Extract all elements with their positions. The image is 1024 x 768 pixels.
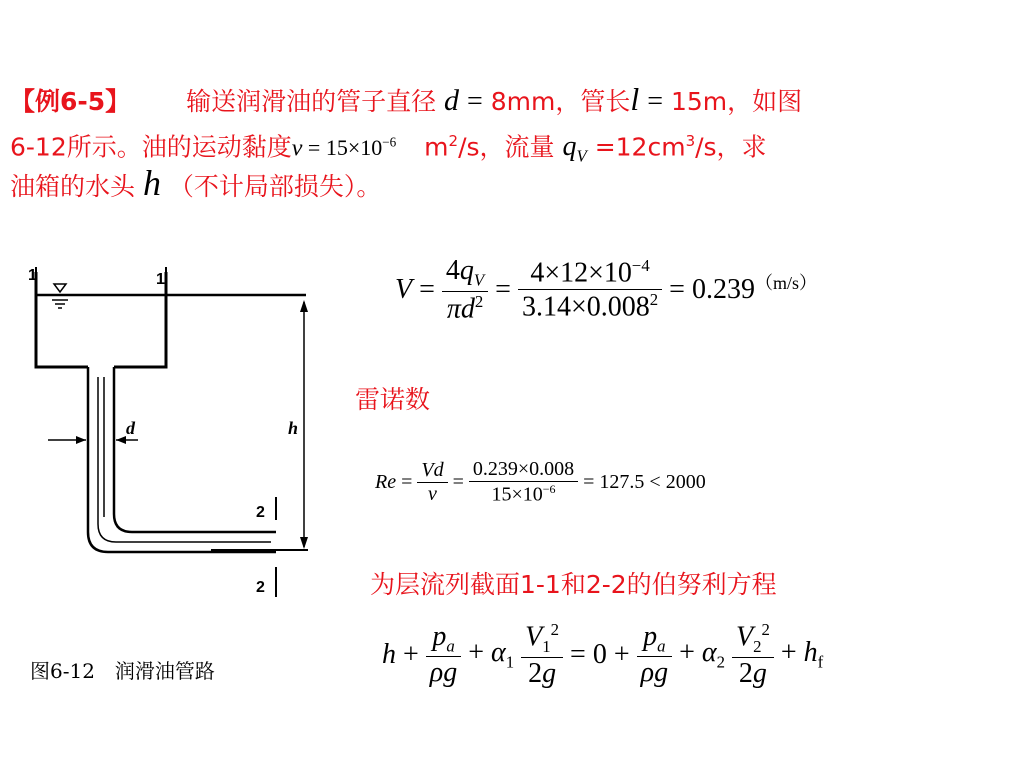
section-1-left-label: 1 <box>28 267 37 284</box>
problem-text: 8mm，管长 <box>490 87 631 116</box>
superscript: 3 <box>685 132 696 150</box>
problem-text: /s，求 <box>695 132 767 162</box>
problem-text: 输送润滑油的管子直径 <box>186 87 437 116</box>
section-2-lower-label: 2 <box>256 579 265 596</box>
problem-text: （不计局部损失）。 <box>168 172 382 201</box>
section-2-upper-label: 2 <box>256 504 265 521</box>
problem-text: 15m，如图 <box>670 87 803 116</box>
figure-caption: 图6-12 润滑油管路 <box>30 659 215 683</box>
problem-text: =12cm <box>594 132 686 162</box>
section-1-right-label: 1 <box>156 271 165 288</box>
bernoulli-equation: h + $\frac{p_a}{\rho g}$ + $\alpha_1$ $\frac{V_1^2}{2g}$ = 0 + $\frac{p_a}{\rho g}$ + $\alpha_2$ $\frac{V_2^2}{2g}$ + $h_f$ <box>382 620 824 689</box>
problem-statement <box>10 78 1015 204</box>
problem-text: 油箱的水头 <box>10 172 136 201</box>
bernoulli-heading: 为层流列截面1-1和2-2的伯努利方程 <box>370 570 777 599</box>
problem-text: /s，流量 <box>458 132 555 162</box>
problem-line-3: 油箱的水头 h （不计局部损失）。 <box>10 163 382 203</box>
problem-line-2: 6-12所示。油的运动黏度$\nu = 15\times 10^{-6}$ $m^2/s$，流量 $q_V =12cm^3/s$，求 <box>10 131 767 166</box>
problem-line-1: 【例6-5】 输送润滑油的管子直径 d = 8mm，管长l = 15m，如图 <box>10 81 803 117</box>
reynolds-heading: 雷诺数 <box>355 385 431 414</box>
velocity-equation: V = $\frac{4q_V}{\pi d^2}$ = $\frac{4\times 12\times 10^{-4}}{3.14\times 0.008^2}$ = $0.239^{(m/s)}$ <box>395 255 817 324</box>
head-label: h <box>288 418 299 438</box>
diameter-label: d <box>126 418 135 438</box>
example-number: 【例6-5】 <box>10 87 131 116</box>
problem-text: m <box>424 132 449 162</box>
pipe-diagram <box>26 262 326 607</box>
problem-text: 6-12所示。油的运动黏度 <box>10 132 292 162</box>
velocity-result: = 0.239 <box>669 273 755 305</box>
reynolds-equation: Re = $\frac{Vd}{\nu}$ = $\frac{0.239\times 0.008}{15\times 10^{-6}}$ = 127.5 < 2000 <box>375 458 706 506</box>
reynolds-result: = 127.5 < 2000 <box>583 470 706 493</box>
superscript: 2 <box>448 132 459 150</box>
velocity-unit: （m/s） <box>754 272 817 293</box>
